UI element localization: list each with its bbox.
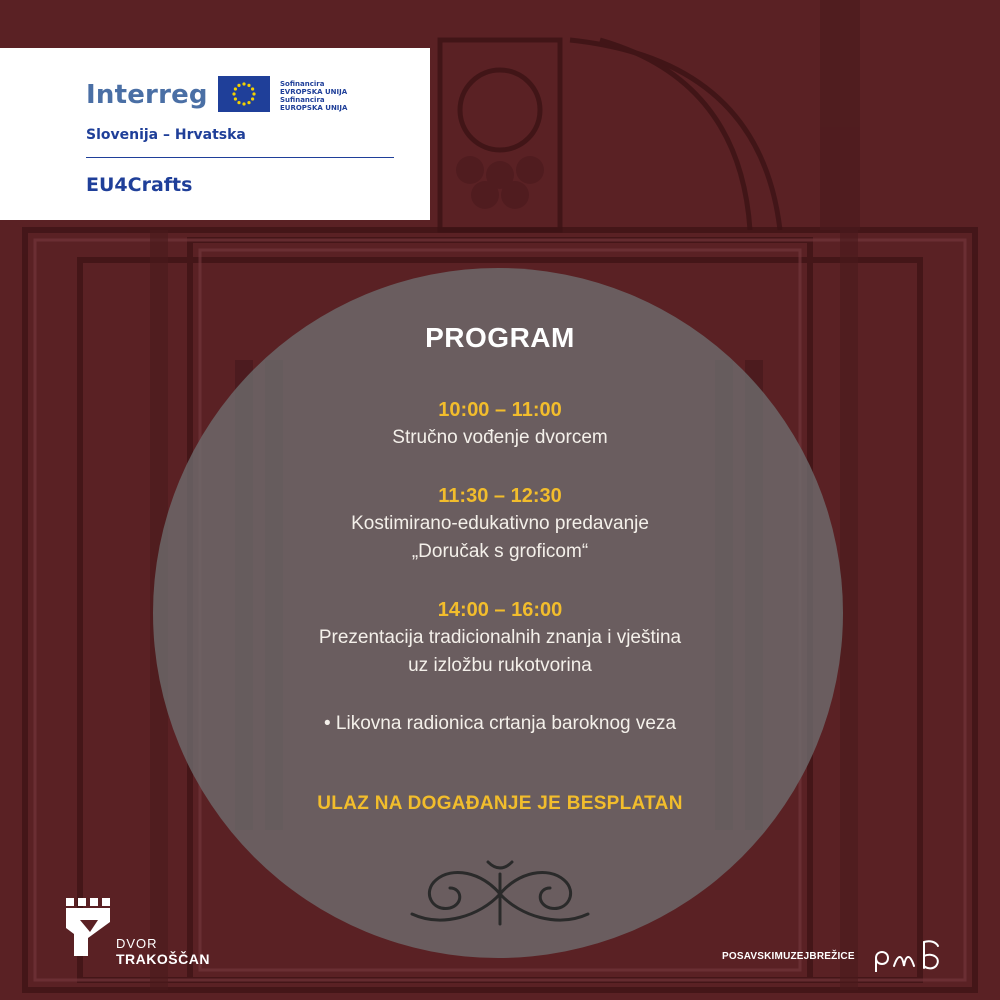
eu-line-3: Sufinancira <box>280 96 325 104</box>
program-heading: PROGRAM <box>425 322 575 353</box>
logo-divider <box>86 157 394 158</box>
eu-line-1: Sofinancira <box>280 80 325 88</box>
pmb-logo-icon <box>872 938 944 972</box>
program-item-desc: Kostimirano-edukativno predavanje <box>351 513 649 534</box>
posavski-muzej-text: POSAVSKIMUZEJBREŽICE <box>722 951 855 962</box>
eu-line-4: EUROPSKA UNIJA <box>280 104 348 112</box>
workshop-bullet: • Likovna radionica crtanja baroknog veza <box>323 713 677 734</box>
eu-cofunding-text <box>280 80 347 112</box>
program-item <box>0 482 1000 566</box>
program-item <box>0 596 1000 680</box>
program-item-time: 10:00 – 11:00 <box>438 399 562 421</box>
program-item-desc: Prezentacija tradicionalnih znanja i vještina <box>318 627 682 648</box>
castle-logo-icon <box>66 898 110 956</box>
program-item <box>0 396 1000 452</box>
eu-flag-icon <box>218 76 270 112</box>
eu-line-2: EVROPSKA UNIJA <box>280 88 348 96</box>
program-bullet <box>0 710 1000 738</box>
trakoscan-line-2: TRAKOŠČAN <box>116 951 210 967</box>
interreg-brand: Interreg <box>86 80 208 110</box>
program-item-time: 14:00 – 16:00 <box>437 599 563 621</box>
program-item-desc: Stručno vođenje dvorcem <box>392 427 608 448</box>
program-item-desc: uz izložbu rukotvorina <box>408 655 592 676</box>
project-name: EU4Crafts <box>86 174 193 196</box>
baroque-ornament-icon <box>392 852 608 936</box>
free-entry-note: ULAZ NA DOGAĐANJE JE BESPLATAN <box>317 793 683 814</box>
program-region: Slovenija – Hrvatska <box>86 127 246 143</box>
trakoscan-line-1: DVOR <box>116 936 158 951</box>
program-item-time: 11:30 – 12:30 <box>438 485 562 507</box>
program-item-desc: „Doručak s groficom“ <box>411 541 589 562</box>
